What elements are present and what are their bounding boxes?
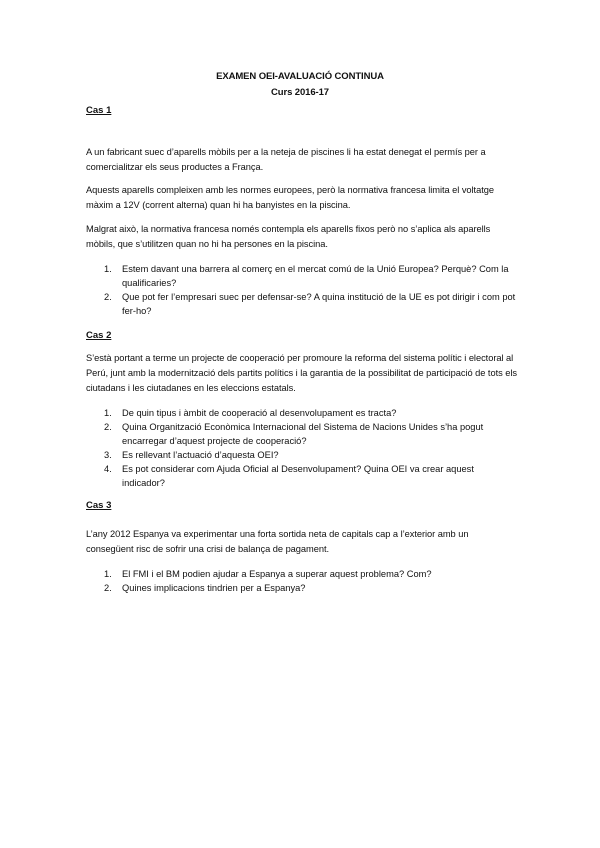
case-2-paragraph-1: S’està portant a terme un projecte de cooperació per promoure la reforma del sistema polític i electoral al Perú, junt amb la modernització dels partits polítics i la garantia de la possibilitat de participació de tots els ciutadans i les ciutadanes en les eleccions estatals. [86, 353, 517, 393]
course-label: Curs 2016-17 [271, 87, 329, 98]
case-3-heading: Cas 3 [86, 500, 112, 511]
item-number: 2. [104, 422, 112, 432]
list-item [86, 567, 518, 581]
question-text: Es rellevant l’actuació d’aquesta OEI? [122, 450, 279, 460]
case-1-questions [86, 262, 518, 318]
case-2-heading: Cas 2 [86, 330, 112, 341]
question-text: Que pot fer l’empresari suec per defensar-se? A quina institució de la UE es pot dirigir i com pot fer-ho? [122, 292, 516, 316]
question-text: Es pot considerar com Ajuda Oficial al Desenvolupament? Quina OEI va crear aquest indicador? [122, 464, 474, 488]
question-text: El FMI i el BM podien ajudar a Espanya a superar aquest problema? Com? [122, 569, 432, 579]
item-number: 3. [104, 450, 112, 460]
case-1-paragraph-1: A un fabricant suec d’aparells mòbils per a la neteja de piscines li ha estat denegat el permís per a comercialitzar els seus productes a França. [86, 147, 486, 172]
case-1-paragraph-3: Malgrat això, la normativa francesa només contempla els aparells fixos però no s’aplica als aparells mòbils, que s’utilitzen quan no hi ha persones en la piscina. [86, 224, 491, 249]
case-1-paragraph-2: Aquests aparells compleixen amb les normes europees, però la normativa francesa limita el voltatge màxim a 12V (corrent alterna) quan hi ha banyistes en la piscina. [86, 185, 494, 210]
question-text: Quina Organització Econòmica Internacional del Sistema de Nacions Unides s’ha pogut encarregar d’aquest projecte de cooperació? [122, 422, 484, 446]
case-1-heading: Cas 1 [86, 105, 112, 116]
question-text: Estem davant una barrera al comerç en el mercat comú de la Unió Europea? Perquè? Com la qualificaries? [122, 264, 509, 288]
case-2-questions [86, 406, 518, 490]
list-item [86, 581, 518, 595]
item-number: 1. [104, 569, 112, 579]
item-number: 1. [104, 264, 112, 274]
case-3-paragraph-1: L’any 2012 Espanya va experimentar una forta sortida neta de capitals cap a l’exterior amb un consegüent risc de sofrir una crisi de balança de pagament. [86, 529, 469, 554]
list-item [86, 420, 518, 448]
item-number: 1. [104, 408, 112, 418]
question-text: Quines implicacions tindrien per a Espanya? [122, 583, 306, 593]
list-item [86, 290, 518, 318]
list-item [86, 262, 518, 290]
item-number: 2. [104, 292, 112, 302]
item-number: 2. [104, 583, 112, 593]
question-text: De quin tipus i àmbit de cooperació al desenvolupament es tracta? [122, 408, 397, 418]
list-item [86, 406, 518, 420]
list-item [86, 462, 518, 490]
item-number: 4. [104, 464, 112, 474]
case-3-questions [86, 567, 518, 595]
exam-title: EXAMEN OEI-AVALUACIÓ CONTINUA [216, 71, 384, 82]
list-item [86, 448, 518, 462]
